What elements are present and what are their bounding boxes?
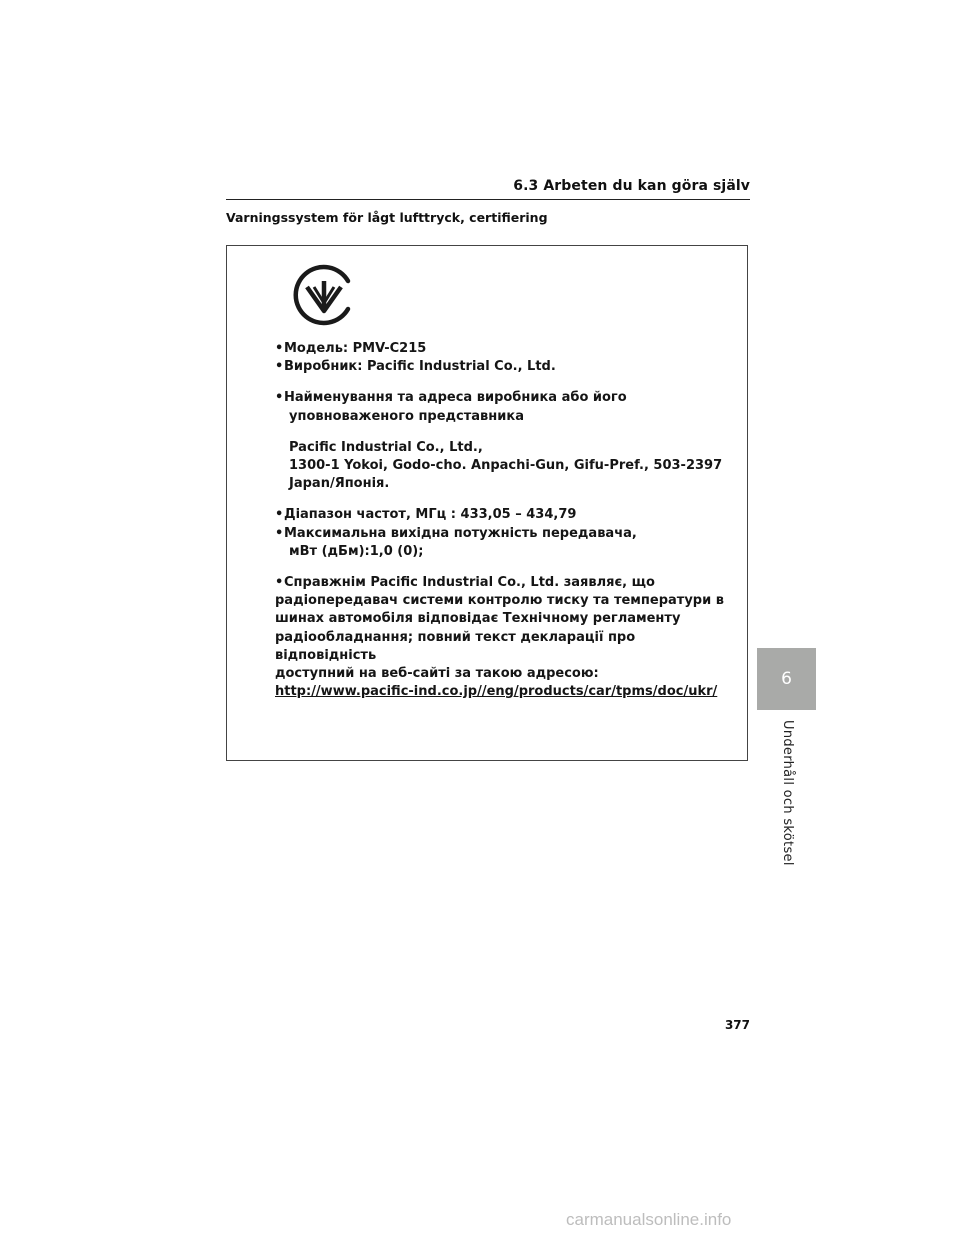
model-line: •Модель: PMV-C215 [275, 341, 427, 356]
ukraine-conformity-mark-icon [292, 263, 356, 327]
chapter-tab: 6 [757, 648, 816, 710]
running-header: 6.3 Arbeten du kan göra själv [513, 178, 750, 194]
power-line: •Максимальна вихідна потужність передавача, [275, 525, 637, 541]
address-company: Pacific Industrial Co., Ltd., [289, 439, 483, 455]
representative-heading-cont: уповноваженого представника [289, 408, 524, 424]
watermark: carmanualsonline.info [566, 1210, 732, 1229]
declaration-line-2: радіопередавач системи контролю тиску та температури в [275, 593, 724, 609]
address-country: Japan/Японія. [289, 476, 390, 492]
frequency-line: •Діапазон частот, МГц : 433,05 – 434,79 [275, 507, 577, 523]
declaration-line-3: шинах автомобіля відповідає Технічному регламенту [275, 611, 681, 627]
power-value: мВт (дБм):1,0 (0); [289, 543, 424, 559]
manufacturer-line: •Виробник: Pacific Industrial Co., Ltd. [275, 359, 556, 375]
section-title: Varningssystem för lågt lufttryck, certifiering [226, 210, 548, 225]
chapter-label: Underhåll och skötsel [780, 720, 795, 866]
declaration-line-4: радіообладнання; повний текст декларації про відповідність [275, 629, 636, 663]
header-divider [226, 199, 750, 200]
declaration-line-5: доступний на веб-сайті за такою адресою: [275, 666, 599, 682]
page-number: 377 [724, 1018, 750, 1032]
certificate-text [275, 340, 740, 701]
declaration-url-link[interactable]: http://www.pacific-ind.co.jp//eng/products/car/tpms/doc/ukr/ [275, 684, 718, 700]
declaration-line-1: •Справжнім Pacific Industrial Co., Ltd. заявляє, що [275, 575, 655, 591]
representative-heading: •Найменування та адреса виробника або його [275, 390, 627, 406]
address-street: 1300-1 Yokoi, Godo-cho. Anpachi-Gun, Gifu-Pref., 503-2397 [289, 458, 723, 474]
